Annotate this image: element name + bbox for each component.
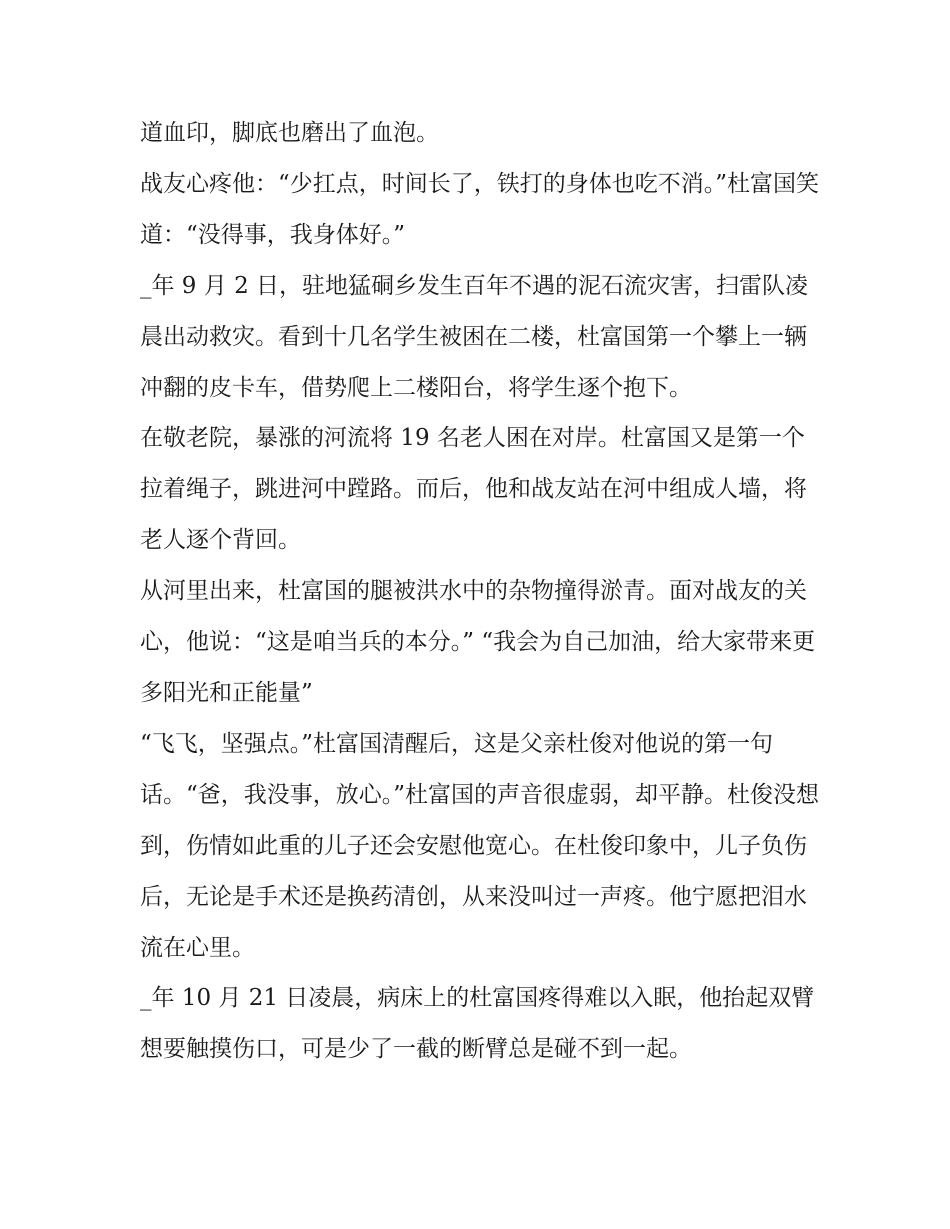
- paragraph-4: 在敬老院，暴涨的河流将 19 名老人困在对岸。杜富国又是第一个拉着绳子，跳进河中蹚路。而后，他和战友站在河中组成人墙，将老人逐个背回。: [140, 425, 807, 554]
- paragraph-6: “飞飞，坚强点。”杜富国清醒后，这是父亲杜俊对他说的第一句话。“爸，我没事，放心。”杜富国的声音很虚弱，却平静。杜俊没想到，伤情如此重的儿子还会安慰他宽心。在杜俊印象中，儿子负伤后，无论是手术还是换药清创，从来没叫过一声疼。他宁愿把泪水流在心里。: [140, 730, 820, 961]
- paragraph-5: 从河里出来，杜富国的腿被洪水中的杂物撞得淤青。面对战友的关心，他说：“这是咱当兵的本分。” “我会为自己加油，给大家带来更多阳光和正能量”: [140, 578, 816, 706]
- paragraph-2: 战友心疼他：“少扛点，时间长了，铁打的身体也吃不消。”杜富国笑道：“没得事，我身体好。”: [140, 170, 820, 248]
- article-body: [140, 108, 820, 1075]
- paragraph-1: 道血印，脚底也磨出了血泡。: [140, 120, 439, 146]
- paragraph-3: _年 9 月 2 日，驻地猛硐乡发生百年不遇的泥石流灾害，扫雷队凌晨出动救灾。看到十几名学生被困在二楼，杜富国第一个攀上一辆冲翻的皮卡车，借势爬上二楼阳台，将学生逐个抱下。: [140, 272, 809, 401]
- paragraph-7: _年 10 月 21 日凌晨，病床上的杜富国疼得难以入眠，他抬起双臂想要触摸伤口，可是少了一截的断臂总是碰不到一起。: [140, 985, 815, 1063]
